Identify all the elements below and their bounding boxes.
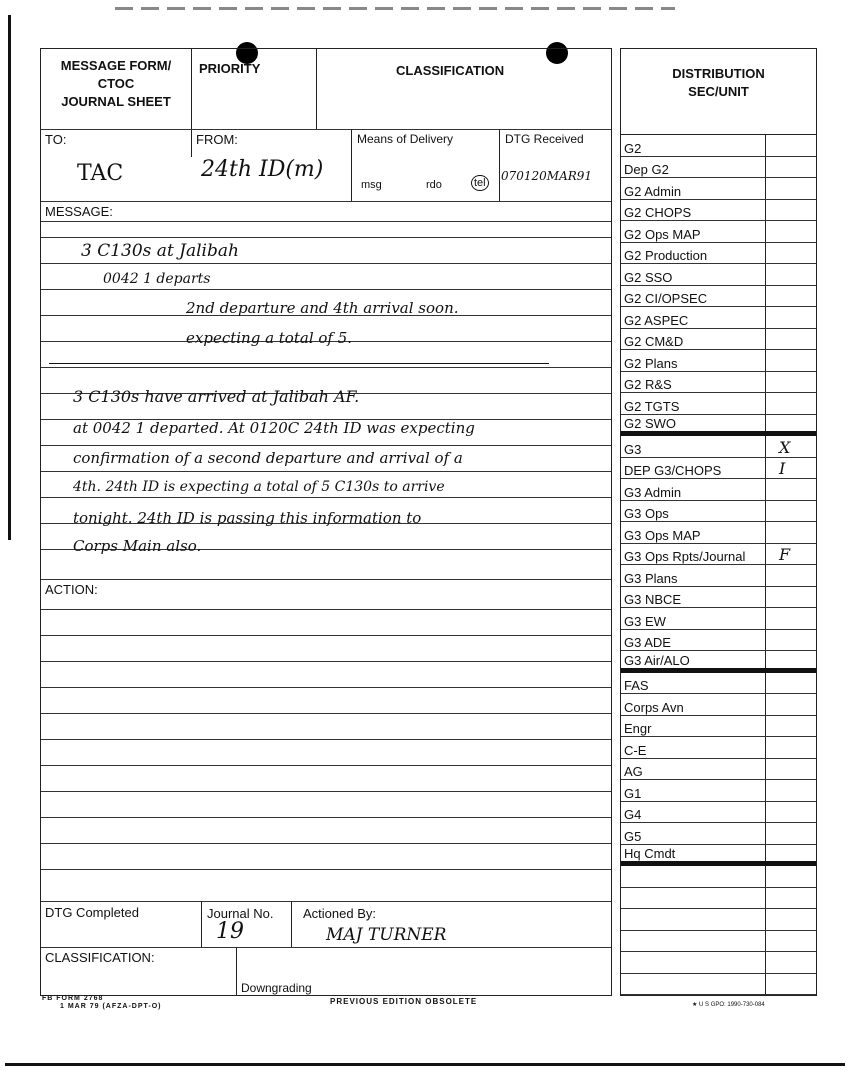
distribution-row-label: AG [624,764,643,779]
actioned-by-value: MAJ TURNER [326,925,447,945]
distribution-row [621,243,816,265]
distribution-row-label: G2 CHOPS [624,205,692,220]
distribution-row [621,393,816,415]
distribution-row [621,178,816,200]
message-line: 0042 1 departs [103,271,211,287]
distribution-row [621,350,816,372]
distribution-row-label: G4 [624,807,642,822]
distribution-row [621,823,816,845]
distribution-row [621,436,816,458]
distribution-row [621,759,816,781]
delivery-option-tel: tel [471,175,489,191]
distribution-row [621,522,816,544]
journal-no-label: Journal No. [207,906,274,921]
distribution-row-label: G5 [624,828,642,844]
journal-no-value: 19 [216,919,244,944]
left-margin-line [8,15,11,540]
distribution-row [621,157,816,179]
distribution-row [621,307,816,329]
distribution-row [621,200,816,222]
distribution-row [621,372,816,394]
footer-obsolete: PREVIOUS EDITION OBSOLETE [330,997,478,1006]
dtg-completed-label: DTG Completed [45,905,139,920]
distribution-title [621,57,816,135]
message-line: 2nd departure and 4th arrival soon. [186,299,459,317]
message-line: confirmation of a second departure and arrival of a [73,449,463,467]
distribution-row-label: G3 Air/ALO [624,652,690,668]
distribution-row-label: G2 Admin [624,183,682,199]
distribution-row-label: G2 Plans [624,355,678,371]
message-form [40,48,612,996]
distribution-row [621,630,816,652]
distribution-row-label: Hq Cmdt [624,846,676,861]
distribution-row [621,329,816,351]
form-title-line: JOURNAL SHEET [61,94,171,109]
distribution-row [621,651,816,673]
distribution-row-label: G2 TGTS [624,398,680,414]
distribution-row-label: G2 CM&D [624,334,684,349]
distribution-row-label: G3 ADE [624,635,671,650]
delivery-option-msg: msg [361,179,382,191]
distribution-row-label: G3 Ops [624,506,669,521]
distribution-row-label: G2 SWO [624,416,677,431]
form-title-line: CTOC [97,76,135,91]
message-line: 3 C130s have arrived at Jalibah AF. [73,387,360,406]
actioned-by-label: Actioned By: [303,906,376,921]
distribution-row [621,221,816,243]
distribution-row-label: G3 Admin [624,484,682,500]
distribution-row [621,501,816,523]
distribution-row [621,565,816,587]
message-line: expecting a total of 5. [186,329,353,347]
distribution-row [621,888,816,910]
distribution-row [621,264,816,286]
distribution-row-label: C-E [624,742,647,758]
distribution-row [621,673,816,695]
bottom-scan-artifact [5,1063,845,1066]
handwritten-separator [49,363,549,364]
distribution-row [621,415,816,437]
distribution-row [621,716,816,738]
message-line: tonight. 24th ID is passing this information to [73,509,422,527]
distribution-row-label: DEP G3/CHOPS [624,463,722,478]
form-title-line: MESSAGE FORM/ [60,58,172,73]
distribution-row [621,544,816,566]
to-label: TO: [45,132,67,147]
action-label: ACTION: [45,582,98,597]
distribution-row [621,952,816,974]
distribution-row [621,931,816,953]
delivery-option-rdo: rdo [426,179,442,191]
distribution-row [621,780,816,802]
form-title-box [41,49,191,129]
from-label: FROM: [196,132,238,147]
distribution-row-label: G3 NBCE [624,592,682,607]
distribution-row [621,135,816,157]
distribution-row-label: G2 Ops MAP [624,226,701,242]
from-value: 24th ID(m) [201,157,324,182]
delivery-label: Means of Delivery [357,132,454,146]
footer-form-number: FB FORM 2768 [42,995,104,1002]
downgrading-label: Downgrading [241,981,312,995]
distribution-row-label: G3 Ops MAP [624,527,701,543]
distribution-row-label: Corps Avn [624,699,684,715]
distribution-mark: X [779,437,791,457]
distribution-row [621,845,816,867]
distribution-row [621,608,816,630]
dtg-received-label: DTG Received [505,132,584,146]
dtg-received-value: 070120MAR91 [501,169,593,183]
distribution-row [621,866,816,888]
distribution-row-label: FAS [624,678,649,693]
classification-label: CLASSIFICATION [396,63,505,78]
classification-bottom-label: CLASSIFICATION: [45,950,155,965]
distribution-row-label: G3 Plans [624,570,678,586]
distribution-row-label: G2 Production [624,248,708,263]
distribution-row [621,909,816,931]
footer-form-date: 1 MAR 79 (AFZA-DPT-O) [60,1003,162,1010]
distribution-row [621,587,816,609]
distribution-row-label: G2 [624,140,642,156]
distribution-row-label: G2 R&S [624,377,672,392]
distribution-row-label: G2 ASPEC [624,312,689,328]
distribution-mark: I [779,459,786,478]
distribution-row [621,286,816,308]
message-label: MESSAGE: [45,204,113,219]
priority-label: PRIORITY [199,61,261,76]
distribution-row [621,694,816,716]
distribution-panel [620,48,817,996]
distribution-row-label: Dep G2 [624,162,669,177]
distribution-list [621,135,816,995]
distribution-row-label: G2 SSO [624,269,673,285]
distribution-row-label: G3 Ops Rpts/Journal [624,549,746,564]
distribution-row [621,458,816,480]
distribution-row-label: G3 EW [624,613,666,629]
footer-gpo: ★ U S GPO: 1990-730-084 [692,1002,765,1008]
message-line: 3 C130s at Jalibah [81,241,239,261]
distribution-row-label: G2 CI/OPSEC [624,291,708,306]
to-value: TAC [77,161,124,186]
distribution-title-line: SEC/UNIT [688,84,749,99]
distribution-row-label: G1 [624,785,642,801]
distribution-title-line: DISTRIBUTION [672,66,765,81]
distribution-row [621,479,816,501]
message-line: at 0042 1 departed. At 0120C 24th ID was expecting [73,419,475,437]
distribution-row-label: Engr [624,721,652,736]
message-line: Corps Main also. [73,537,202,555]
message-line: 4th. 24th ID is expecting a total of 5 C130s to arrive [73,479,445,495]
distribution-row [621,802,816,824]
top-scan-artifact [115,7,675,10]
distribution-row [621,737,816,759]
distribution-row [621,974,816,996]
distribution-mark: F [779,545,791,564]
distribution-row-label: G3 [624,441,642,457]
